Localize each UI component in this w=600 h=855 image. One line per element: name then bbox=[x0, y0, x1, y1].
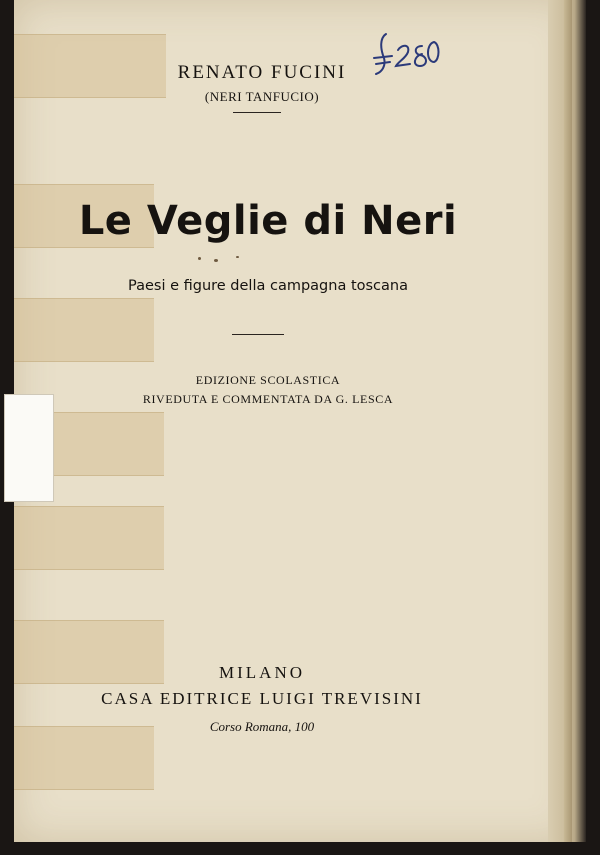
author-name: RENATO FUCINI bbox=[177, 62, 347, 83]
divider-rule bbox=[232, 334, 284, 335]
divider-rule bbox=[233, 112, 281, 113]
ink-speck bbox=[236, 256, 239, 258]
author-pseudonym: (NERI TANFUCIO) bbox=[204, 89, 320, 104]
edition-editor: RIVEDUTA E COMMENTATA DA G. LESCA bbox=[142, 392, 394, 406]
book-title: Le Veglie di Neri bbox=[78, 198, 458, 244]
edition-note: EDIZIONE SCOLASTICA bbox=[195, 373, 341, 387]
library-label-sticker bbox=[4, 394, 54, 502]
book-subtitle: Paesi e figure della campagna toscana bbox=[127, 278, 408, 294]
tape-strip bbox=[14, 506, 164, 570]
handwritten-price bbox=[372, 28, 442, 82]
publisher-city: MILANO bbox=[219, 663, 305, 682]
tape-strip bbox=[14, 726, 154, 790]
publisher-address: Corso Romana, 100 bbox=[209, 719, 315, 734]
ink-speck bbox=[214, 259, 218, 262]
ink-speck bbox=[198, 257, 201, 260]
publisher-name: CASA EDITRICE LUIGI TREVISINI bbox=[101, 689, 423, 708]
tape-strip bbox=[14, 298, 154, 362]
page-stack-edge-inner bbox=[564, 0, 572, 842]
